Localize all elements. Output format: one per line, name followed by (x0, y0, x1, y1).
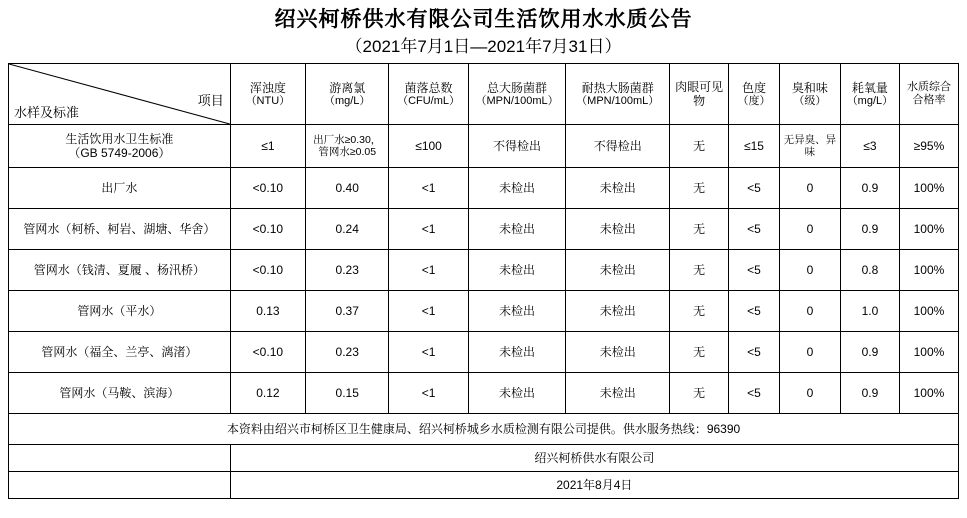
header-free-chlorine-name: 游离氯 (329, 80, 366, 95)
header-row-label: 水样及标准 (14, 105, 80, 120)
cell-free-chlorine: 0.15 (306, 373, 389, 414)
cell-thermotolerant-coliform: 未检出 (566, 250, 670, 291)
header-free-chlorine-unit: （mg/L） (323, 94, 371, 107)
standard-chromaticity: ≤15 (729, 125, 780, 168)
cell-colony-count: <1 (389, 168, 468, 209)
header-total-coliform (468, 64, 566, 125)
standard-visible-matter: 无 (670, 125, 729, 168)
header-turbidity-unit: （NTU） (245, 94, 291, 107)
cell-free-chlorine: 0.23 (306, 250, 389, 291)
cell-thermotolerant-coliform: 未检出 (566, 209, 670, 250)
cell-odor-taste: 0 (779, 332, 840, 373)
cell-turbidity: <0.10 (230, 332, 305, 373)
cell-thermotolerant-coliform: 未检出 (566, 373, 670, 414)
page-title: 绍兴柯桥供水有限公司生活饮用水水质公告 (274, 8, 693, 31)
cell-odor-taste: 0 (779, 168, 840, 209)
cell-pass-rate: 100% (899, 250, 958, 291)
cell-total-coliform: 未检出 (468, 291, 566, 332)
cell-free-chlorine: 0.40 (306, 168, 389, 209)
header-thermotolerant-coliform-unit: （MPN/100mL） (576, 94, 660, 107)
cell-turbidity: <0.10 (230, 250, 305, 291)
header-visible-matter-name: 肉眼可见物 (675, 80, 724, 108)
cell-visible-matter: 无 (670, 209, 729, 250)
table-header-row (9, 64, 959, 125)
header-colony-count-unit: （CFU/mL） (397, 94, 461, 107)
cell-odor-taste: 0 (779, 291, 840, 332)
cell-thermotolerant-coliform: 未检出 (566, 332, 670, 373)
standard-odor-taste: 无异臭、异味 (779, 125, 840, 168)
cell-chromaticity: <5 (729, 291, 780, 332)
row-name: 管网水（马鞍、滨海） (9, 373, 231, 414)
standard-label (9, 125, 231, 168)
cell-oxygen-consumption: 0.8 (840, 250, 899, 291)
cell-chromaticity: <5 (729, 373, 780, 414)
cell-visible-matter: 无 (670, 250, 729, 291)
standard-colony-count: ≤100 (389, 125, 468, 168)
cell-free-chlorine: 0.37 (306, 291, 389, 332)
cell-oxygen-consumption: 1.0 (840, 291, 899, 332)
header-total-coliform-unit: （MPN/100mL） (475, 94, 559, 107)
cell-turbidity: <0.10 (230, 168, 305, 209)
cell-colony-count: <1 (389, 209, 468, 250)
standard-thermotolerant-coliform: 不得检出 (566, 125, 670, 168)
cell-chromaticity: <5 (729, 168, 780, 209)
header-odor-taste-name: 臭和味 (791, 80, 828, 95)
cell-total-coliform: 未检出 (468, 373, 566, 414)
cell-pass-rate: 100% (899, 168, 958, 209)
page-subtitle: （2021年7月1日—2021年7月31日） (345, 37, 622, 56)
header-turbidity-name: 浑浊度 (249, 80, 286, 95)
cell-visible-matter: 无 (670, 373, 729, 414)
header-colony-count (389, 64, 468, 125)
header-chromaticity-unit: （度） (737, 94, 771, 107)
cell-pass-rate: 100% (899, 291, 958, 332)
standard-label-line2: （GB 5749-2006） (68, 146, 171, 160)
cell-total-coliform: 未检出 (468, 332, 566, 373)
header-column-label: 项目 (197, 93, 224, 108)
row-name: 管网水（平水） (9, 291, 231, 332)
table-row (9, 291, 959, 332)
header-colony-count-name: 菌落总数 (404, 80, 453, 95)
cell-turbidity: 0.12 (230, 373, 305, 414)
header-chromaticity (729, 64, 780, 125)
header-turbidity (230, 64, 305, 125)
water-quality-table (8, 63, 959, 499)
cell-oxygen-consumption: 0.9 (840, 209, 899, 250)
cell-visible-matter: 无 (670, 168, 729, 209)
header-visible-matter (670, 64, 729, 125)
cell-oxygen-consumption: 0.9 (840, 373, 899, 414)
cell-chromaticity: <5 (729, 332, 780, 373)
header-oxygen-consumption (840, 64, 899, 125)
standard-free-chlorine: 出厂水≥0.30，管网水≥0.05 (306, 125, 389, 168)
row-name: 管网水（柯桥、柯岩、湖塘、华舍） (9, 209, 231, 250)
signature-date-row (9, 472, 959, 499)
standard-label-line1: 生活饮用水卫生标准 (65, 132, 174, 146)
header-pass-rate-name: 水质综合合格率 (906, 81, 951, 106)
signature-company: 绍兴柯桥供水有限公司 (230, 445, 958, 472)
cell-visible-matter: 无 (670, 332, 729, 373)
table-row (9, 209, 959, 250)
signature-date: 2021年8月4日 (230, 472, 958, 499)
cell-total-coliform: 未检出 (468, 209, 566, 250)
footer-note: 本资料由绍兴市柯桥区卫生健康局、绍兴柯桥城乡水质检测有限公司提供。供水服务热线：96390 (9, 414, 959, 445)
cell-free-chlorine: 0.23 (306, 332, 389, 373)
header-chromaticity-name: 色度 (741, 80, 766, 95)
cell-free-chlorine: 0.24 (306, 209, 389, 250)
header-free-chlorine (306, 64, 389, 125)
row-name: 管网水（钱清、夏履 、杨汛桥） (9, 250, 231, 291)
header-thermotolerant-coliform-name: 耐热大肠菌群 (581, 80, 654, 95)
header-thermotolerant-coliform (566, 64, 670, 125)
cell-pass-rate: 100% (899, 209, 958, 250)
table-row (9, 168, 959, 209)
header-total-coliform-name: 总大肠菌群 (487, 80, 548, 95)
row-name: 出厂水 (9, 168, 231, 209)
cell-thermotolerant-coliform: 未检出 (566, 291, 670, 332)
cell-oxygen-consumption: 0.9 (840, 332, 899, 373)
cell-total-coliform: 未检出 (468, 250, 566, 291)
cell-turbidity: <0.10 (230, 209, 305, 250)
cell-chromaticity: <5 (729, 209, 780, 250)
table-row (9, 373, 959, 414)
cell-colony-count: <1 (389, 250, 468, 291)
table-row (9, 332, 959, 373)
standard-total-coliform: 不得检出 (468, 125, 566, 168)
footer-note-row (9, 414, 959, 445)
table-row-standard (9, 125, 959, 168)
cell-colony-count: <1 (389, 373, 468, 414)
standard-turbidity: ≤1 (230, 125, 305, 168)
cell-pass-rate: 100% (899, 332, 958, 373)
header-oxygen-consumption-unit: （mg/L） (846, 94, 894, 107)
table-row (9, 250, 959, 291)
header-oxygen-consumption-name: 耗氧量 (851, 80, 888, 95)
cell-oxygen-consumption: 0.9 (840, 168, 899, 209)
cell-odor-taste: 0 (779, 250, 840, 291)
cell-colony-count: <1 (389, 332, 468, 373)
cell-chromaticity: <5 (729, 250, 780, 291)
row-name: 管网水（福全、兰亭、漓渚） (9, 332, 231, 373)
cell-total-coliform: 未检出 (468, 168, 566, 209)
standard-oxygen-consumption: ≤3 (840, 125, 899, 168)
cell-odor-taste: 0 (779, 373, 840, 414)
cell-colony-count: <1 (389, 291, 468, 332)
cell-visible-matter: 无 (670, 291, 729, 332)
signature-spacer-left (9, 445, 231, 472)
cell-thermotolerant-coliform: 未检出 (566, 168, 670, 209)
cell-odor-taste: 0 (779, 209, 840, 250)
standard-pass-rate: ≥95% (899, 125, 958, 168)
cell-turbidity: 0.13 (230, 291, 305, 332)
header-odor-taste (779, 64, 840, 125)
cell-pass-rate: 100% (899, 373, 958, 414)
signature-company-row (9, 445, 959, 472)
header-pass-rate (899, 64, 958, 125)
header-corner-cell (9, 64, 231, 125)
signature-spacer-left-2 (9, 472, 231, 499)
header-odor-taste-unit: （级） (793, 94, 827, 107)
